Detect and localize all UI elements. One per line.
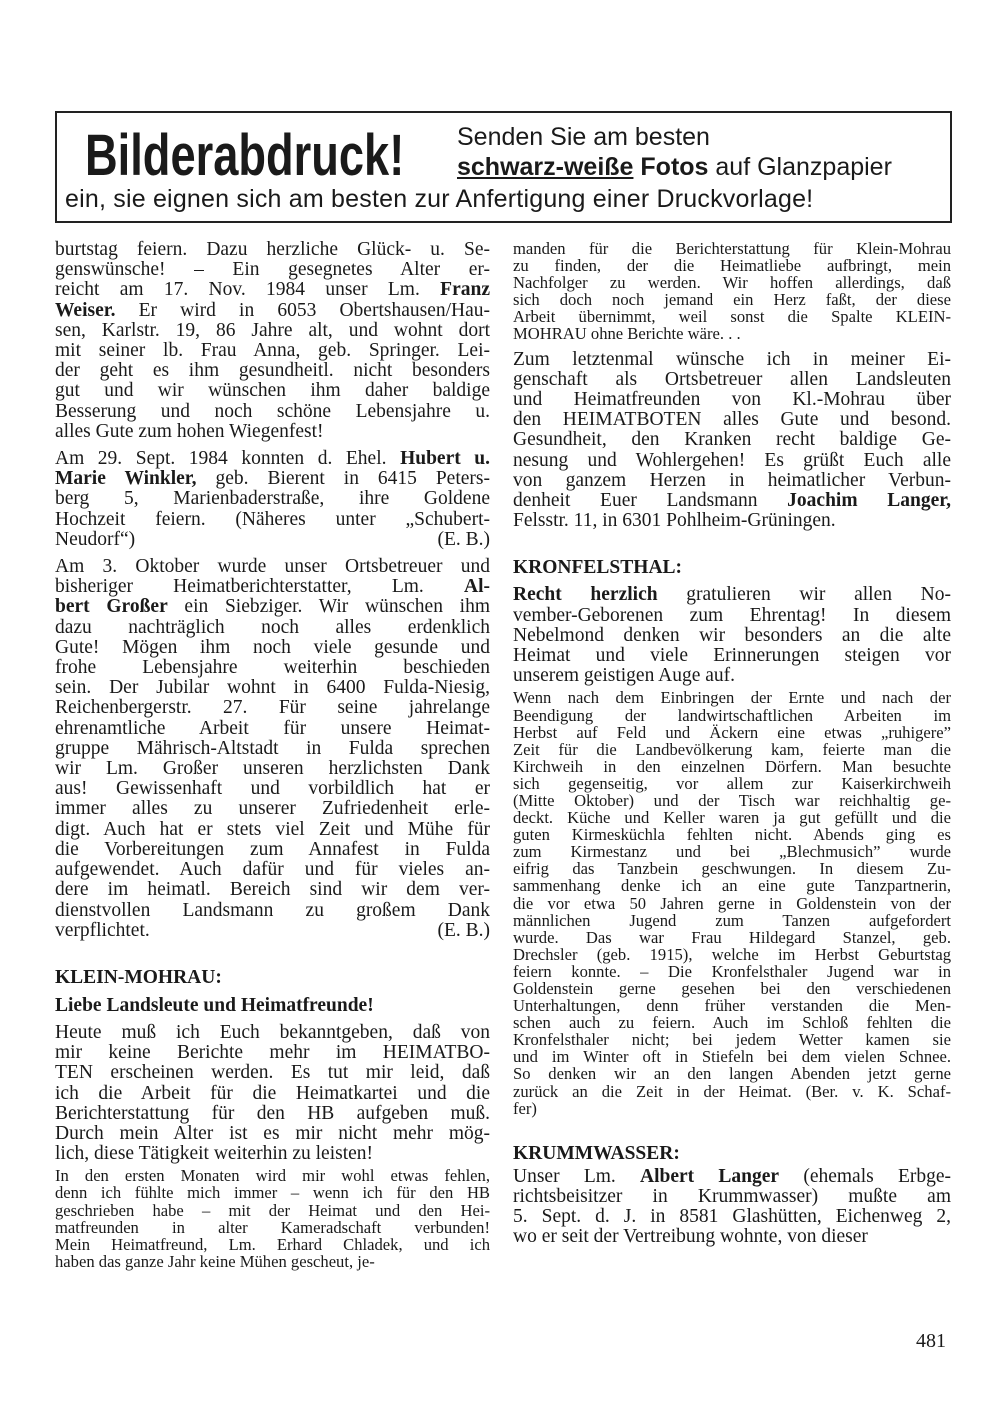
- paragraph: [55, 1167, 490, 1270]
- text-line: [55, 240, 490, 260]
- text-line: [513, 689, 951, 706]
- bold-name: Hubert u.: [400, 448, 490, 470]
- text-run: männlichen Jugend zum Tanzen aufgefordert: [513, 910, 951, 930]
- text-line: [513, 1167, 951, 1187]
- text-line: [513, 350, 951, 370]
- text-run: Am 3. Oktober wurde unser Ortsbetreuer und: [55, 556, 490, 578]
- text-run: Reichenbergerstr. 27. Für seine jahrelange: [55, 697, 490, 719]
- text-line: [55, 260, 490, 280]
- text-line: [513, 390, 951, 410]
- text-line: [513, 370, 951, 390]
- text-run: (Mitte Oktober) und der Tisch war reichhaltig ge-: [513, 790, 951, 810]
- text-line: [55, 597, 490, 617]
- text-line: [55, 1023, 490, 1043]
- text-run: eifrig das Tanzbein geschwungen. In diesem Zu-: [513, 859, 951, 879]
- text-run: der geht es ihm gesundheitl. nicht besonders: [55, 360, 490, 382]
- bold-name: bert Großer: [55, 596, 168, 618]
- text-run: zurück an die Zeit in der Heimat. (Ber. v. K. Schaf-: [513, 1081, 951, 1101]
- photo-notice-banner: [55, 111, 952, 223]
- banner-title: Bilderabdruck!: [85, 123, 405, 188]
- text-run: nesung und Wohlergehen! Es grüßt Euch alle: [513, 449, 951, 471]
- text-run: dienstvollen Landsmann zu großem Dank: [55, 899, 490, 921]
- text-run: Heimat und viele Erinnerungen steigen vor: [513, 645, 951, 666]
- text-line: [513, 877, 951, 894]
- text-run: zum Kirmestanz und bei „Blechmusich” wurde: [513, 842, 951, 862]
- text-run: dazu nachträglich noch alles erdenklich: [55, 616, 490, 638]
- text-run: denheit Euer Landsmann: [513, 489, 788, 511]
- text-run: Er wird in 6053 Obertshausen/Hau-: [115, 299, 490, 321]
- text-run: bisheriger Heimatberichterstatter, Lm.: [55, 576, 464, 598]
- text-line: [55, 577, 490, 597]
- bold-name: Al-: [464, 576, 490, 598]
- text-run: ehrenamtliche Arbeit für unsere Heimat-: [55, 717, 490, 739]
- text-line: [55, 1104, 490, 1124]
- text-run: Herbst auf Feld und Äckern eine etwas „ruhigere”: [513, 722, 951, 742]
- text-run: Gute! Mögen ihm noch viele gesunde und: [55, 636, 490, 658]
- text-line: [513, 666, 951, 686]
- text-run: TEN erscheinen werden. Es tut mir leid, daß: [55, 1062, 490, 1084]
- bold-name: Recht herzlich: [513, 584, 658, 606]
- text-run: lich, diese Tätigkeit weiterhin zu leisten!: [55, 1143, 374, 1165]
- banner-bw-emphasis: schwarz-weiße: [457, 153, 634, 181]
- text-run: Unterhaltungen, denn früher verstanden die Men-: [513, 996, 951, 1016]
- text-line: [513, 843, 951, 860]
- text-run: burtstag feiern. Dazu herzliche Glück- u. Se-: [55, 239, 490, 260]
- text-line: [55, 921, 490, 941]
- text-run: und Heimatfreunden von Kl.-Mohrau über: [513, 388, 951, 410]
- text-line: [513, 963, 951, 980]
- text-line: [513, 430, 951, 450]
- paragraph: [513, 689, 951, 1116]
- text-line: [55, 860, 490, 880]
- text-run: unserem geistigen Auge auf.: [513, 665, 736, 687]
- text-line: [513, 741, 951, 758]
- text-line: [513, 410, 951, 430]
- text-line: [55, 1219, 490, 1236]
- text-run: Durch mein Alter ist es mir nicht mehr mög-: [55, 1122, 490, 1144]
- text-line: [513, 1187, 951, 1207]
- text-line: [55, 658, 490, 678]
- text-line: [513, 606, 951, 626]
- text-line: [55, 901, 490, 921]
- left-column: [55, 240, 490, 1277]
- text-run: (ehemals Erbge-: [779, 1165, 952, 1187]
- text-run: guten Kirmesküchla fehlten nicht. Abends ging es: [513, 825, 951, 845]
- page-number: 481: [916, 1330, 946, 1352]
- text-run: ein Siebziger. Wir wünschen ihm: [167, 596, 490, 618]
- text-run: manden für die Berichterstattung für Klein-Mohrau: [513, 239, 951, 258]
- section-heading: KLEIN-MOHRAU:: [55, 966, 222, 988]
- text-run: MOHRAU ohne Berichte wäre. . .: [513, 324, 741, 344]
- text-line: [55, 489, 490, 509]
- text-run: Kirchweih in den einzelnen Dörfern. Man besuchte: [513, 756, 951, 776]
- text-run: verpflichtet.: [55, 919, 150, 941]
- text-line: [513, 826, 951, 843]
- text-line: [513, 240, 951, 257]
- text-line: [55, 510, 490, 530]
- text-line: [55, 1184, 490, 1201]
- author-initials: (E. B.): [437, 528, 490, 550]
- text-line: [55, 719, 490, 739]
- text-run: So denken wir an den langen Abenden jetzt gerne: [513, 1064, 951, 1084]
- text-run: zu finden, der die Heimatliebe aufbringt, mein: [513, 256, 951, 276]
- text-run: gratulieren wir allen No-: [657, 584, 951, 606]
- text-run: alles Gute zum hohen Wiegenfest!: [55, 420, 324, 442]
- author-initials: (E. B.): [437, 919, 490, 941]
- paragraph: [55, 449, 490, 550]
- text-run: reicht am 17. Nov. 1984 unser Lm.: [55, 279, 441, 301]
- text-line: [513, 626, 951, 646]
- text-run: wo er seit der Vertreibung wohnte, von dieser: [513, 1226, 868, 1248]
- text-line: [513, 308, 951, 325]
- text-run: sich gegenseitig, vor allem zur Kaiserkirchweih: [513, 773, 951, 793]
- text-line: [55, 759, 490, 779]
- text-line: [513, 257, 951, 274]
- section-subheading: Liebe Landsleute und Heimatfreunde!: [55, 994, 374, 1016]
- text-line: [55, 1253, 490, 1270]
- text-run: Arbeit übernimmt, weil sonst die Spalte KLEIN-: [513, 307, 951, 327]
- text-run: Zum letztenmal wünsche ich in meiner Ei-: [513, 348, 951, 370]
- text-line: [55, 840, 490, 860]
- text-line: [55, 678, 490, 698]
- text-run: Heute muß ich Euch bekanntgeben, daß von: [55, 1021, 490, 1043]
- text-line: [513, 1227, 951, 1247]
- text-run: haben das ganze Jahr keine Mühen gescheut, je-: [55, 1251, 375, 1271]
- text-run: Zeit für die Landbevölkerung kam, feierte man die: [513, 739, 951, 759]
- banner-fotos: Fotos: [640, 153, 709, 181]
- text-line: [513, 1083, 951, 1100]
- text-line: [513, 792, 951, 809]
- text-run: In den ersten Monaten wird mir wohl etwas fehlen,: [55, 1166, 490, 1186]
- paragraph: [55, 1023, 490, 1164]
- text-line: [513, 980, 951, 997]
- bold-name: Franz: [440, 279, 490, 301]
- text-run: mir keine Berichte mehr im HEIMATBO-: [55, 1042, 490, 1064]
- bold-name: Marie Winkler,: [55, 468, 197, 490]
- text-line: [55, 698, 490, 718]
- text-run: geschrieben habe – mit der Heimat und den Hei-: [55, 1200, 490, 1220]
- text-line: [55, 799, 490, 819]
- text-run: feiern konnte. – Die Kronfelsthaler Jugend war in: [513, 961, 951, 981]
- text-run: genswünsche! – Ein gesegnetes Alter er-: [55, 259, 490, 281]
- text-line: [55, 361, 490, 381]
- section-heading: KRUMMWASSER:: [513, 1142, 680, 1164]
- text-run: Beendigung der landwirtschaftlichen Arbeiten im: [513, 705, 951, 725]
- text-run: wir Lm. Großer unseren herzlichsten Dank: [55, 758, 490, 780]
- text-run: berg 5, Marienbaderstraße, ihre Goldene: [55, 488, 490, 510]
- text-run: Besserung und noch schöne Lebensjahre u.: [55, 400, 490, 422]
- text-line: [55, 557, 490, 577]
- text-line: [55, 449, 490, 469]
- text-run: dere im heimatl. Bereich sind wir dem ver-: [55, 879, 490, 901]
- text-run: Am 29. Sept. 1984 konnten d. Ehel.: [55, 448, 401, 470]
- text-line: [513, 585, 951, 605]
- text-line: [55, 618, 490, 638]
- text-line: [55, 739, 490, 759]
- text-run: sammenhang denke ich an eine gute Tanzpartnerin,: [513, 876, 951, 896]
- text-run: digt. Auch hat er stets viel Zeit und Mühe für: [55, 818, 490, 840]
- banner-line-1: Senden Sie am besten: [457, 123, 710, 151]
- text-line: [513, 325, 951, 342]
- text-line: [513, 895, 951, 912]
- text-line: [513, 1031, 951, 1048]
- text-line: [55, 1063, 490, 1083]
- text-run: aufgewendet. Auch dafür und für vieles an-: [55, 859, 490, 881]
- paragraph: [513, 1167, 951, 1248]
- text-run: fer): [513, 1098, 537, 1118]
- text-line: [513, 809, 951, 826]
- text-line: [513, 646, 951, 666]
- text-line: [513, 929, 951, 946]
- text-line: [55, 301, 490, 321]
- text-run: den HEIMATBOTEN alles Gute und besond.: [513, 409, 951, 431]
- text-line: [55, 402, 490, 422]
- text-line: [513, 758, 951, 775]
- text-line: [55, 779, 490, 799]
- banner-glanzpapier: auf Glanzpapier: [715, 153, 892, 181]
- text-line: [55, 1202, 490, 1219]
- text-run: Kronfelsthaler nicht; bei jedem Wetter kamen sie: [513, 1030, 951, 1050]
- text-run: richtsbeisitzer in Krummwasser) mußte am: [513, 1185, 951, 1207]
- text-line: [513, 511, 951, 531]
- text-run: Wenn nach dem Einbringen der Ernte und nach der: [513, 688, 951, 708]
- text-run: sich doch noch jemand ein Herz faßt, der diese: [513, 290, 951, 310]
- text-run: die Vorbereitungen zum Annafest in Fulda: [55, 838, 490, 860]
- text-run: genschaft als Ortsbetreuer allen Landsleuten: [513, 368, 951, 390]
- text-line: [55, 321, 490, 341]
- text-line: [513, 471, 951, 491]
- text-line: [55, 1043, 490, 1063]
- paragraph: [55, 240, 490, 442]
- text-run: Nachfolger zu werden. Wir hoffen allerdings, daß: [513, 273, 951, 293]
- text-run: wurde. Das war Frau Hildegard Stanzel, geb.: [513, 927, 951, 947]
- text-line: [513, 1100, 951, 1117]
- text-run: Hochzeit feiern. (Näheres unter „Schubert-: [55, 508, 490, 530]
- paragraph: [513, 585, 951, 686]
- text-line: [513, 775, 951, 792]
- banner-line-2: [457, 153, 892, 182]
- text-line: [513, 724, 951, 741]
- text-run: Mein Heimatfreund, Lm. Erhard Chladek, und ich: [55, 1234, 490, 1254]
- text-run: 5. Sept. d. J. in 8581 Glashütten, Eichenweg 2,: [513, 1206, 951, 1228]
- text-run: Felsstr. 11, in 6301 Pohlheim-Grüningen.: [513, 510, 836, 532]
- text-line: [513, 946, 951, 963]
- text-run: Gesundheit, den Kranken recht baldige Ge-: [513, 429, 951, 451]
- text-run: Nebelmond denken wir besonders an die alte: [513, 624, 951, 646]
- paragraph: [513, 240, 951, 343]
- text-line: [513, 291, 951, 308]
- text-run: mit seiner lb. Frau Anna, geb. Springer. Lei-: [55, 340, 490, 362]
- text-line: [55, 638, 490, 658]
- text-line: [55, 469, 490, 489]
- text-line: [513, 997, 951, 1014]
- text-line: [55, 341, 490, 361]
- text-run: Berichterstattung für den HB aufgeben muß.: [55, 1102, 490, 1124]
- text-run: und im Winter oft in Stiefeln bei dem vielen Schnee.: [513, 1047, 951, 1067]
- text-run: Unser Lm.: [513, 1165, 641, 1187]
- text-line: [513, 912, 951, 929]
- text-run: von ganzem Herzen in heimatlicher Verbun-: [513, 469, 951, 491]
- text-run: Neudorf“): [55, 528, 136, 550]
- text-line: [55, 880, 490, 900]
- text-run: geb. Bierent in 6415 Peters-: [196, 468, 490, 490]
- text-run: frohe Lebensjahre weiterhin beschieden: [55, 657, 490, 679]
- text-line: [55, 1236, 490, 1253]
- text-run: die vor etwa 50 Jahren gerne in Goldenstein von der: [513, 893, 951, 913]
- text-line: [513, 1065, 951, 1082]
- paragraph: [55, 557, 490, 941]
- text-line: [55, 530, 490, 550]
- banner-line-3: ein, sie eignen sich am besten zur Anfertigung einer Druckvorlage!: [65, 185, 814, 213]
- text-line: [55, 1084, 490, 1104]
- text-line: [55, 1167, 490, 1184]
- text-line: [55, 381, 490, 401]
- bold-name: Weiser.: [55, 299, 116, 321]
- text-line: [55, 820, 490, 840]
- text-line: [513, 860, 951, 877]
- text-line: [55, 422, 490, 442]
- bold-name: Albert Langer: [640, 1165, 780, 1187]
- text-run: matfreunden in alter Kameradschaft verbunden!: [55, 1217, 490, 1237]
- text-line: [513, 274, 951, 291]
- text-run: deckt. Küche und Keller waren ja gut gefüllt und die: [513, 808, 951, 828]
- text-line: [55, 1144, 490, 1164]
- text-line: [513, 1207, 951, 1227]
- text-line: [55, 280, 490, 300]
- text-run: sen, Karlstr. 19, 86 Jahre alt, und wohnt dort: [55, 319, 490, 341]
- right-column: [513, 240, 951, 1255]
- text-run: ich die Arbeit für die Heimatkartei und die: [55, 1082, 490, 1104]
- text-run: Drechsler (geb. 1915), welche im Herbst Geburtstag: [513, 944, 951, 964]
- text-line: [513, 491, 951, 511]
- text-line: [513, 707, 951, 724]
- text-run: gruppe Mährisch-Altstadt in Fulda sprechen: [55, 737, 490, 759]
- text-run: schen auch zu feiern. Auch im Schloß fehlten die: [513, 1013, 951, 1033]
- text-line: [513, 451, 951, 471]
- text-line: [513, 1048, 951, 1065]
- paragraph: [513, 350, 951, 532]
- text-run: sein. Der Jubilar wohnt in 6400 Fulda-Niesig,: [55, 677, 490, 699]
- text-run: denn ich fühlte mich immer – wenn ich für den HB: [55, 1183, 490, 1203]
- text-run: vember-Geborenen zum Ehrentag! In diesem: [513, 604, 951, 626]
- text-line: [513, 1014, 951, 1031]
- text-run: immer alles zu unserer Zufriedenheit erle-: [55, 798, 490, 820]
- text-run: aus! Gewissenhaft und vorbildlich hat er: [55, 778, 490, 800]
- text-run: Goldenstein gerne gesehen bei den verschiedenen: [513, 979, 951, 998]
- text-line: [55, 1124, 490, 1144]
- section-heading: KRONFELSTHAL:: [513, 557, 683, 579]
- bold-name: Joachim Langer,: [787, 489, 951, 511]
- text-run: gut und wir wünschen ihm daher baldige: [55, 380, 490, 402]
